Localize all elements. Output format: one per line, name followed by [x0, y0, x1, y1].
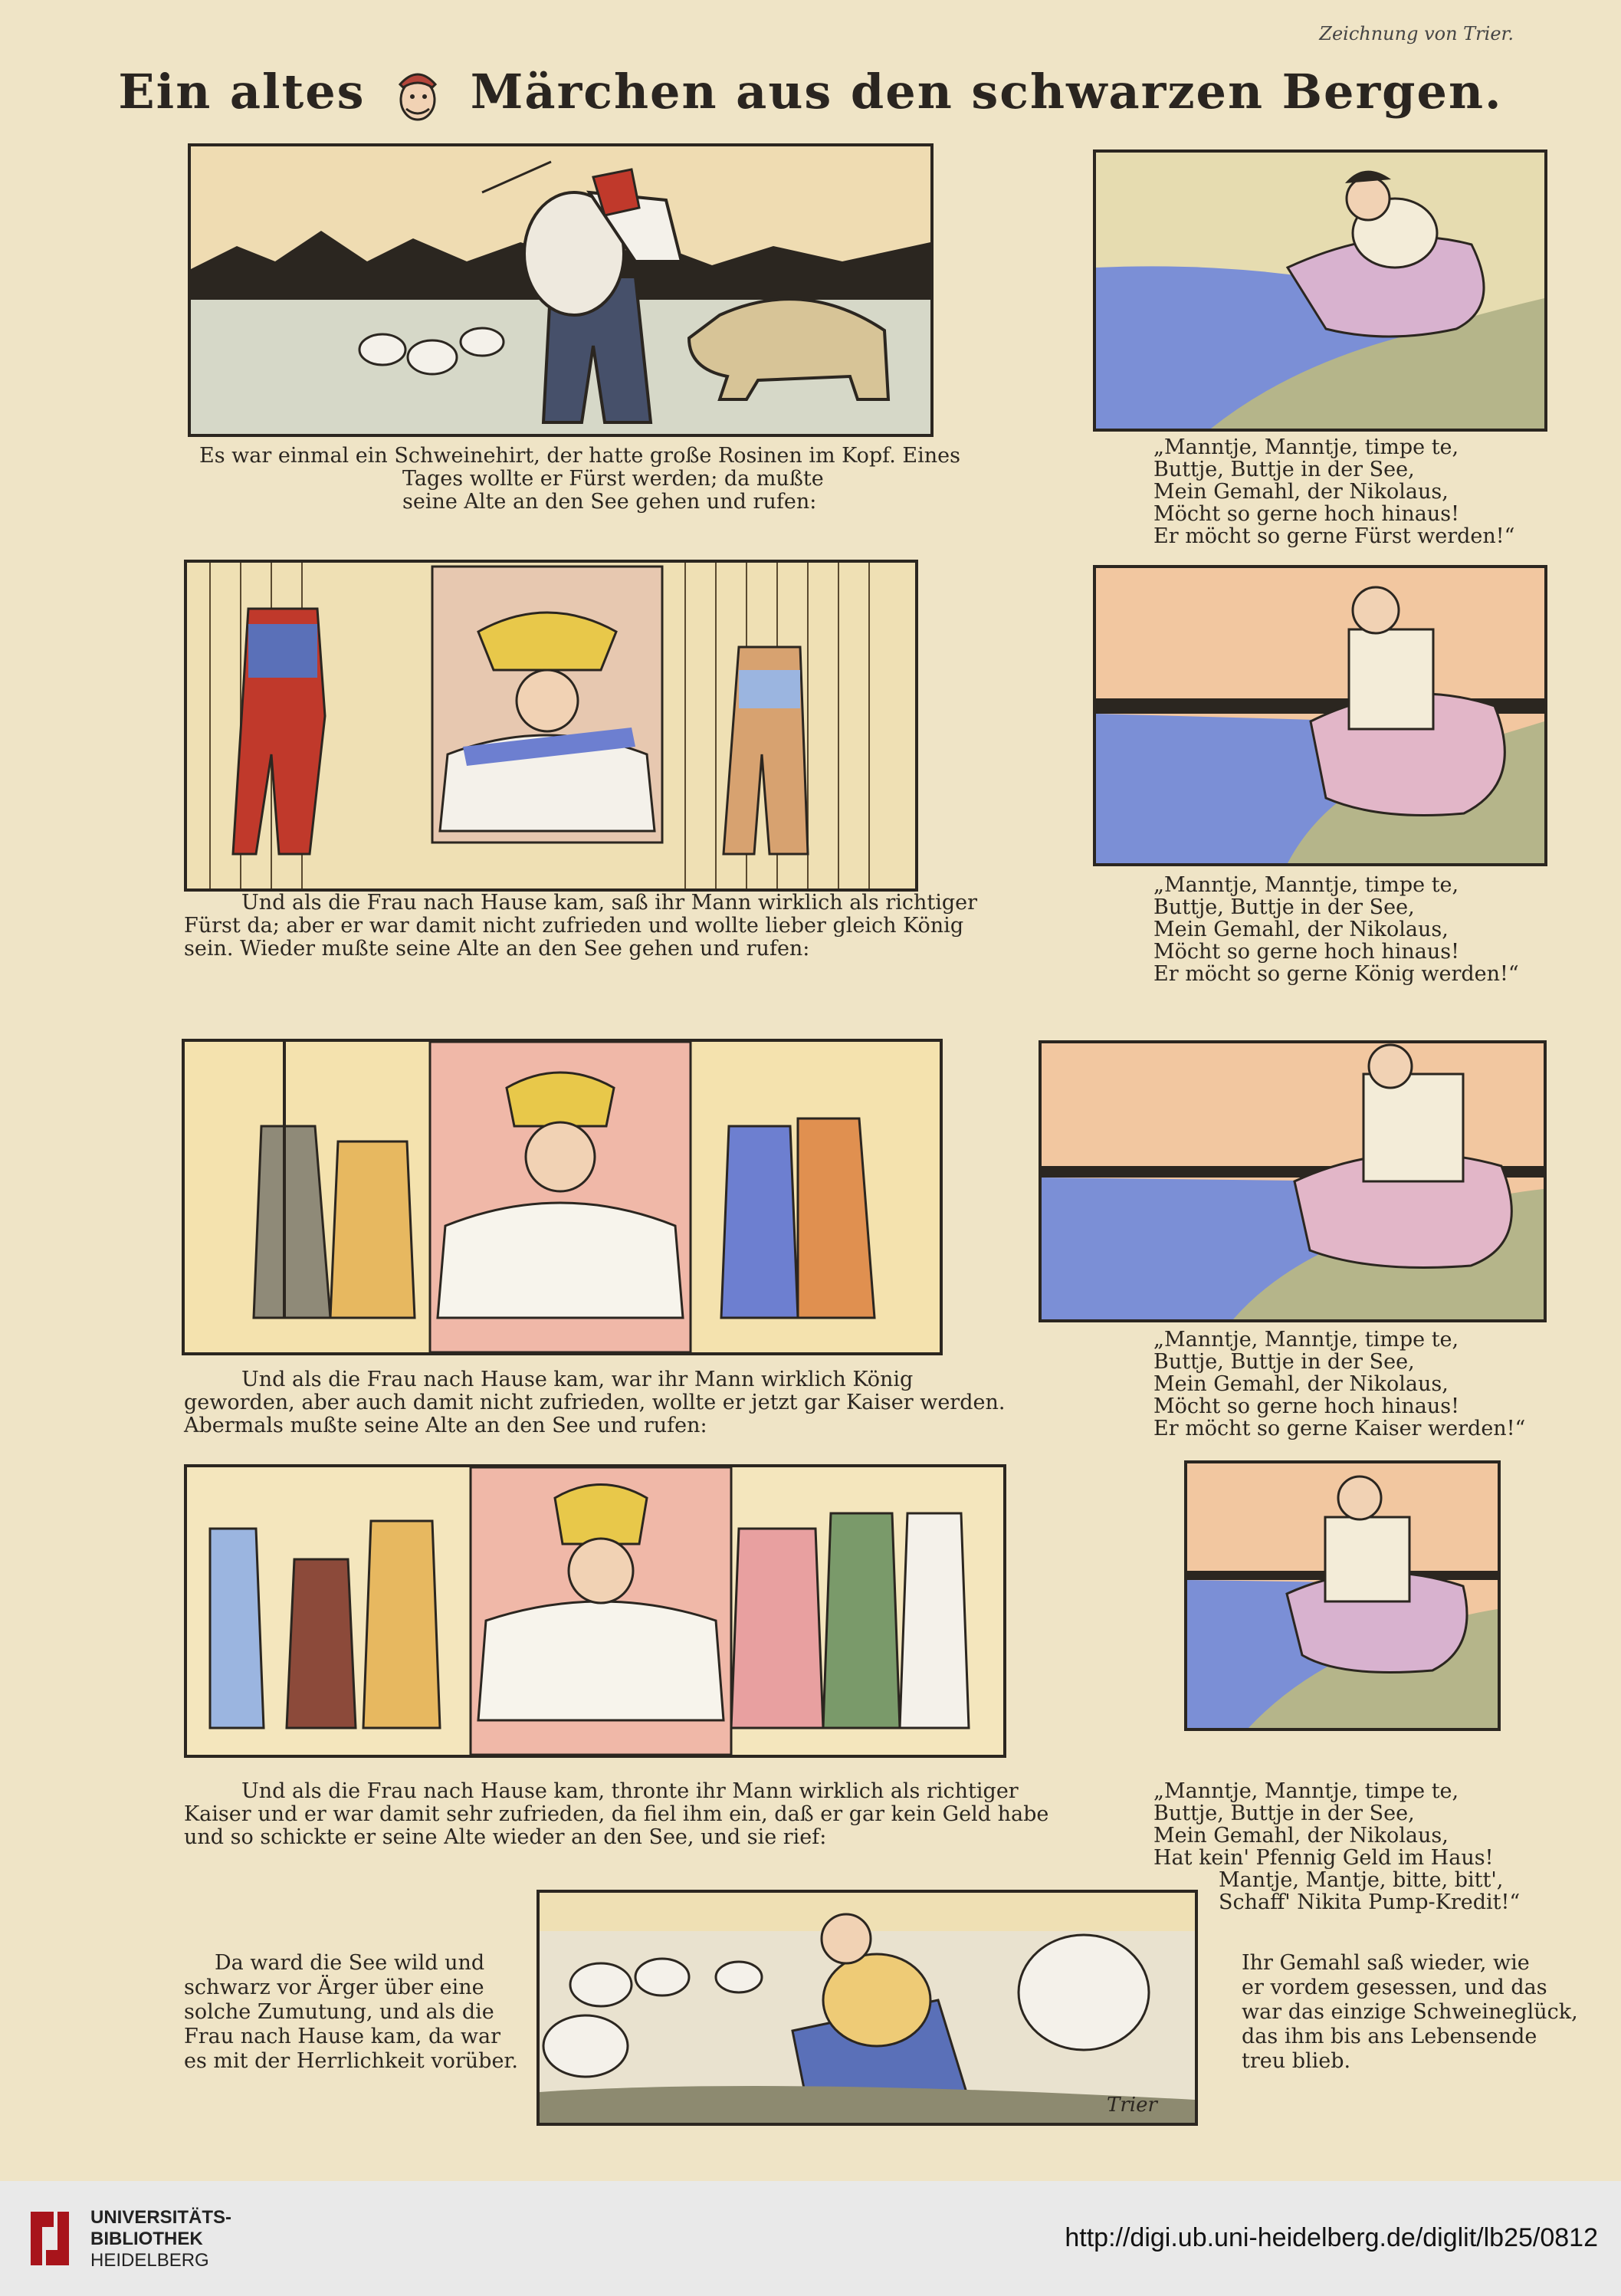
wife-at-lake-illustration-1	[1096, 153, 1544, 429]
panel-emperor-throne	[184, 1464, 1006, 1758]
prince-throne-illustration	[187, 563, 915, 889]
panel-wife-lake-4	[1184, 1460, 1501, 1731]
panel-wife-lake-1	[1093, 149, 1547, 432]
wife-at-lake-illustration-3	[1042, 1043, 1544, 1319]
verse-4: „Manntje, Manntje, timpe te, Buttje, Buttje in der See, Mein Gemahl, der Nikolaus, Hat kein' Pfennig Geld im Haus! Mantje, Mantje, bitte, bitt', Schaff' Nikita Pump-Kredit!“	[1153, 1779, 1521, 1914]
king-throne-illustration	[185, 1042, 940, 1352]
library-footer	[0, 2181, 1621, 2296]
caption-1: Es war einmal ein Schweinehirt, der hatte große Rosinen im Kopf. Eines Tages wollte er Fürst werden; da mußte seine Alte an den See gehen und rufen:	[199, 444, 960, 514]
wife-at-lake-illustration-4	[1187, 1463, 1498, 1728]
panel-prince-throne	[184, 560, 918, 892]
swineherd-end-illustration	[540, 1893, 1195, 2123]
caption-2: Und als die Frau nach Hause kam, saß ihr Mann wirklich als richtiger Fürst da; aber er war damit nicht zufrieden und wollte lieber gleich König sein. Wieder mußte seine Alte an den See gehen und rufen:	[184, 891, 978, 961]
wife-at-lake-illustration-2	[1096, 568, 1544, 863]
verse-1: „Manntje, Manntje, timpe te, Buttje, Buttje in der See, Mein Gemahl, der Nikolaus, Möcht so gerne hoch hinaus! Er möcht so gerne Fürst werden!“	[1153, 435, 1515, 548]
title-left: Ein altes	[118, 64, 366, 120]
page-title	[0, 61, 1621, 130]
library-name: UNIVERSITÄTS- BIBLIOTHEK HEIDELBERG	[90, 2207, 232, 2271]
verse-2: „Manntje, Manntje, timpe te, Buttje, Buttje in der See, Mein Gemahl, der Nikolaus, Möcht so gerne hoch hinaus! Er möcht so gerne König werden!“	[1153, 873, 1519, 986]
permalink-url[interactable]: http://digi.ub.uni-heidelberg.de/diglit/lb25/0812	[1065, 2223, 1598, 2252]
verse-3: „Manntje, Manntje, timpe te, Buttje, Buttje in der See, Mein Gemahl, der Nikolaus, Möcht so gerne hoch hinaus! Er möcht so gerne Kaiser werden!“	[1153, 1328, 1526, 1440]
panel-swineherd	[188, 143, 934, 437]
swineherd-illustration	[191, 146, 930, 434]
university-library-logo-icon	[23, 2204, 77, 2273]
caption-3: Und als die Frau nach Hause kam, war ihr Mann wirklich König geworden, aber auch damit nicht zufrieden, wollte er jetzt gar Kaiser werden. Abermals mußte seine Alte an den See und rufen:	[184, 1368, 1006, 1437]
emperor-throne-illustration	[187, 1467, 1003, 1755]
panel-wife-lake-3	[1039, 1040, 1547, 1322]
artist-credit: Zeichnung von Trier.	[1319, 23, 1514, 44]
title-right: Märchen aus den schwarzen Bergen.	[470, 64, 1503, 120]
caption-6: Ihr Gemahl saß wieder, wie er vordem gesessen, und das war das einzige Schweineglück, das ihm bis ans Lebensende treu blieb.	[1242, 1951, 1578, 2073]
artist-signature: Trier	[1107, 2094, 1157, 2117]
panel-wife-lake-2	[1093, 565, 1547, 866]
caption-4: Und als die Frau nach Hause kam, thronte ihr Mann wirklich als richtiger Kaiser und er war damit sehr zufrieden, da fiel ihm ein, daß er gar kein Geld habe und so schickte er seine Alte wieder an den See, und sie rief:	[184, 1779, 1049, 1849]
panel-swineherd-end	[537, 1890, 1198, 2126]
panel-king-throne	[182, 1039, 943, 1355]
caption-5: Da ward die See wild und schwarz vor Ärger über eine solche Zumutung, und als die Frau nach Hause kam, da war es mit der Herrlichkeit vorüber.	[184, 1951, 518, 2073]
fisherman-head-icon	[383, 61, 452, 130]
